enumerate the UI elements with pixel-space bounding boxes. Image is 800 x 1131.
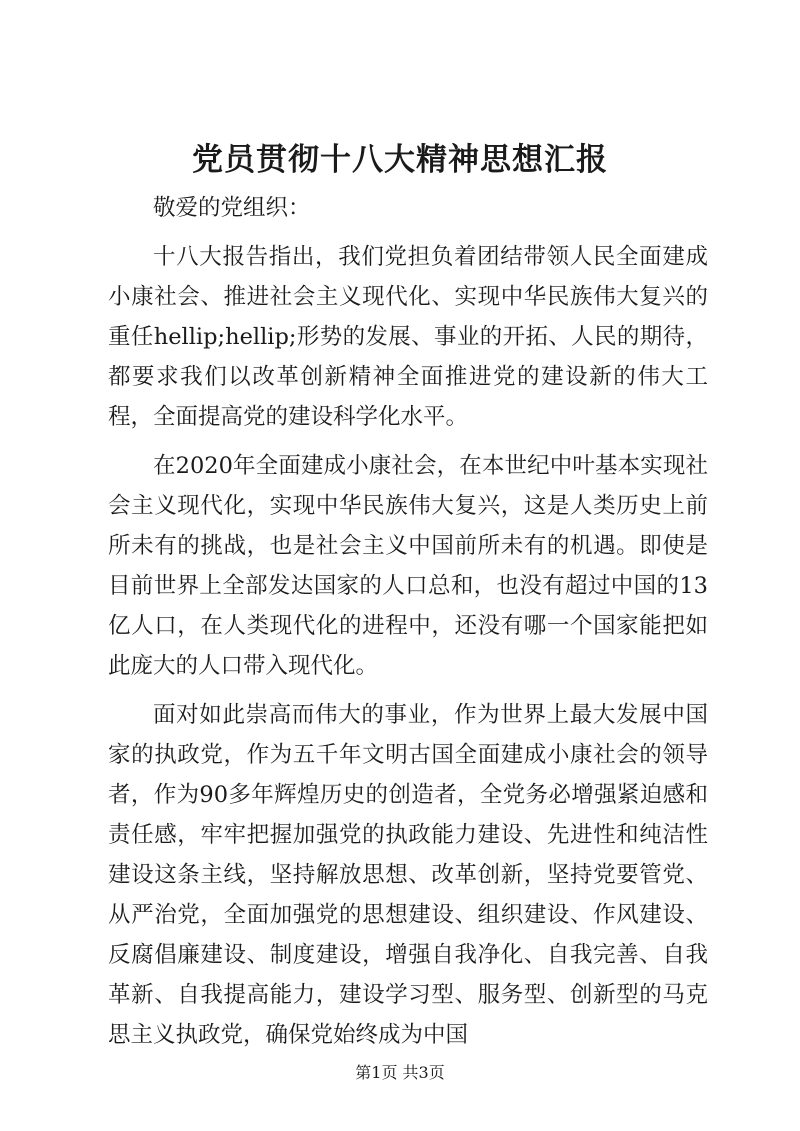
page-number-footer: 第1页 共3页 [355,1063,445,1082]
document-title: 党员贯彻十八大精神思想汇报 [192,142,608,178]
paragraph-1: 十八大报告指出，我们党担负着团结带领人民全面建成小康社会、推进社会主义现代化、实现中华民族伟大复兴的重任hellip;hellip;形势的发展、事业的开拓、人民的期待，都要求我们以改革创新精神全面推进党的建设新的伟大工程，全面提高党的建设科学化水平。 [108,244,708,430]
document-body [108,188,708,1055]
paragraph-2: 在2020年全面建成小康社会，在本世纪中叶基本实现社会主义现代化，实现中华民族伟大复兴，这是人类历史上前所未有的挑战，也是社会主义中国前所未有的机遇。即使是目前世界上全部发达国家的人口总和，也没有超过中国的13亿人口，在人类现代化的进程中，还没有哪一个国家能把如此庞大的人口带入现代化。 [108,453,708,679]
salutation: 敬爱的党组织： [153,195,311,221]
paragraph-3: 面对如此崇高而伟大的事业，作为世界上最大发展中国家的执政党，作为五千年文明古国全面建成小康社会的领导者，作为90多年辉煌历史的创造者，全党务必增强紧迫感和责任感，牢牢把握加强党的执政能力建设、先进性和纯洁性建设这条主线，坚持解放思想、改革创新，坚持党要管党、从严治党，全面加强党的思想建设、组织建设、作风建设、反腐倡廉建设、制度建设，增强自我净化、自我完善、自我革新、自我提高能力，建设学习型、服务型、创新型的马克思主义执政党，确保党始终成为中国 [108,702,708,1048]
